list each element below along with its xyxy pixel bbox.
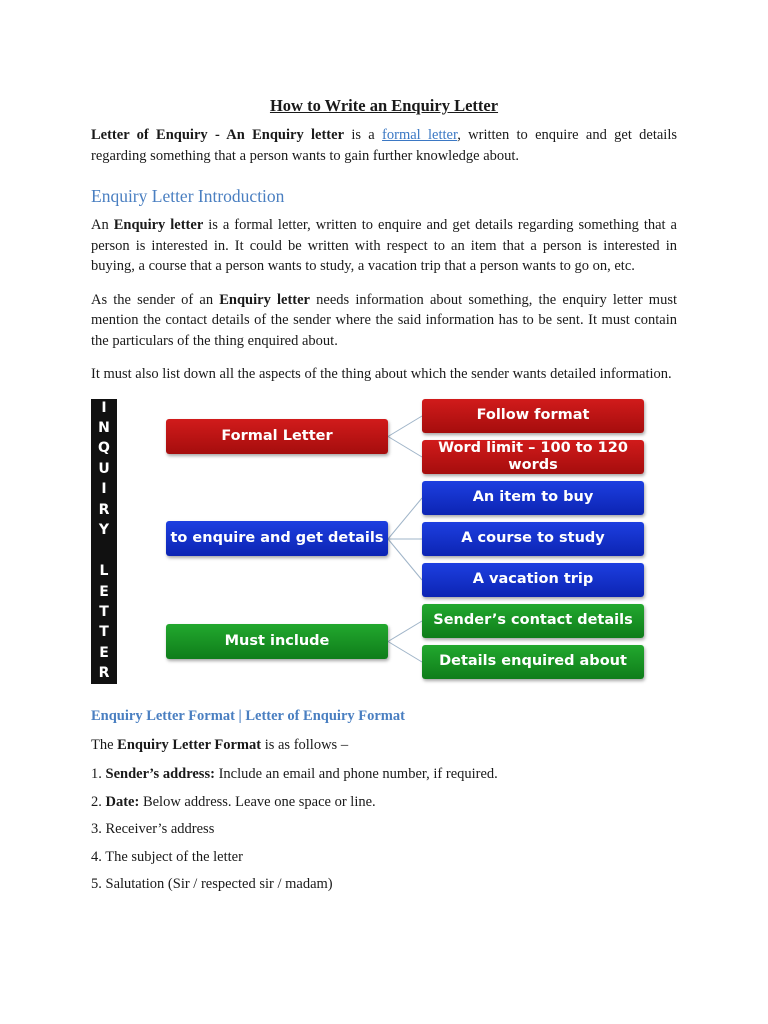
para2-a: As the sender of an <box>91 291 220 308</box>
vertical-letter <box>102 544 107 559</box>
connector-line <box>388 641 422 662</box>
vertical-letter: T <box>99 624 109 641</box>
vertical-letter: R <box>98 501 110 518</box>
diagram-group-box: Must include <box>166 624 388 659</box>
diagram-group-box: to enquire and get details <box>166 521 388 556</box>
document-content <box>91 96 677 902</box>
vertical-letter: T <box>99 604 109 621</box>
list-text: Receiver’s address <box>105 821 215 837</box>
intro-rest: , written to enquire and get details regarding something that a person wants to gain further knowledge about. <box>91 127 678 164</box>
para1-c: is a formal letter, written to enquire and get details regarding something that a person is interested in. It could be written with respect to an item that a person is interested in buying, a course that a person wants to study, a vacation trip that a person wants to go on, etc. <box>91 217 677 274</box>
list-bold: Date: <box>105 793 140 810</box>
list-num: 1. <box>91 766 106 782</box>
format-list <box>91 764 677 895</box>
vertical-letter: Y <box>98 522 110 539</box>
vertical-letter: N <box>98 419 110 436</box>
vertical-letter: Q <box>98 440 110 457</box>
vertical-letter: U <box>98 460 110 477</box>
paragraph-3: It must also list down all the aspects of the thing about which the sender wants detailed information. <box>91 366 672 382</box>
list-item <box>91 847 677 868</box>
lead-bold: Enquiry Letter Format <box>117 736 262 753</box>
para2-c: needs information about something, the enquiry letter must mention the contact details of the sender where the said information has to be sent. It must contain the particulars of the thing enquired about. <box>91 291 677 349</box>
section-heading-format: Enquiry Letter Format | Letter of Enquiry Format <box>91 707 405 724</box>
diagram-item-box: Sender’s contact details <box>422 604 644 638</box>
page-title: How to Write an Enquiry Letter <box>269 96 499 115</box>
list-item <box>91 874 677 895</box>
diagram-item-box: Follow format <box>422 399 644 433</box>
vertical-letter: L <box>99 563 109 580</box>
list-text: The subject of the letter <box>105 848 243 865</box>
list-item <box>91 792 677 813</box>
list-item <box>91 819 677 840</box>
lead-a: The <box>91 736 118 753</box>
list-num: 3. <box>91 821 106 837</box>
formal-letter-link[interactable]: formal letter <box>382 127 458 143</box>
paragraph-2 <box>91 290 677 352</box>
para1-bold: Enquiry letter <box>113 217 204 233</box>
inquiry-letter-vertical-label <box>91 399 117 684</box>
vertical-letter: R <box>98 665 110 682</box>
vertical-letter: E <box>99 583 109 600</box>
diagram-item-box: A vacation trip <box>422 563 644 597</box>
connector-line <box>388 498 422 539</box>
para2-bold: Enquiry letter <box>219 291 310 308</box>
diagram-item-box: Word limit – 100 to 120 words <box>422 440 644 474</box>
connector-line <box>388 539 422 580</box>
intro-paragraph <box>91 125 677 166</box>
diagram-item-box: A course to study <box>422 522 644 556</box>
connector-line <box>388 436 422 457</box>
paragraph-1 <box>91 215 677 277</box>
connector-line <box>388 621 422 642</box>
vertical-letter: I <box>101 481 107 498</box>
vertical-letter: I <box>101 399 107 416</box>
vertical-letter: E <box>99 644 109 661</box>
para1-a: An <box>91 217 114 233</box>
list-num: 4. <box>91 848 106 865</box>
diagram-item-box: An item to buy <box>422 481 644 515</box>
section-heading-introduction: Enquiry Letter Introduction <box>91 186 285 206</box>
list-text: Include an email and phone number, if required. <box>214 766 498 782</box>
list-text: Salutation (Sir / respected sir / madam) <box>105 876 333 892</box>
lead-c: is as follows – <box>261 736 349 753</box>
connector-line <box>388 416 422 437</box>
list-text: Below address. Leave one space or line. <box>139 793 376 810</box>
diagram-group-box: Formal Letter <box>166 419 388 454</box>
list-num: 5. <box>91 876 106 892</box>
diagram-item-box: Details enquired about <box>422 645 644 679</box>
list-bold: Sender’s address: <box>105 766 215 782</box>
list-num: 2. <box>91 793 106 810</box>
intro-mid: is a <box>344 127 383 143</box>
intro-sep: - An <box>207 127 253 143</box>
intro-bold: Enquiry letter <box>252 127 345 143</box>
format-lead <box>91 735 677 756</box>
intro-term: Letter of Enquiry <box>91 127 208 143</box>
list-item <box>91 764 677 785</box>
enquiry-letter-diagram <box>91 399 651 689</box>
